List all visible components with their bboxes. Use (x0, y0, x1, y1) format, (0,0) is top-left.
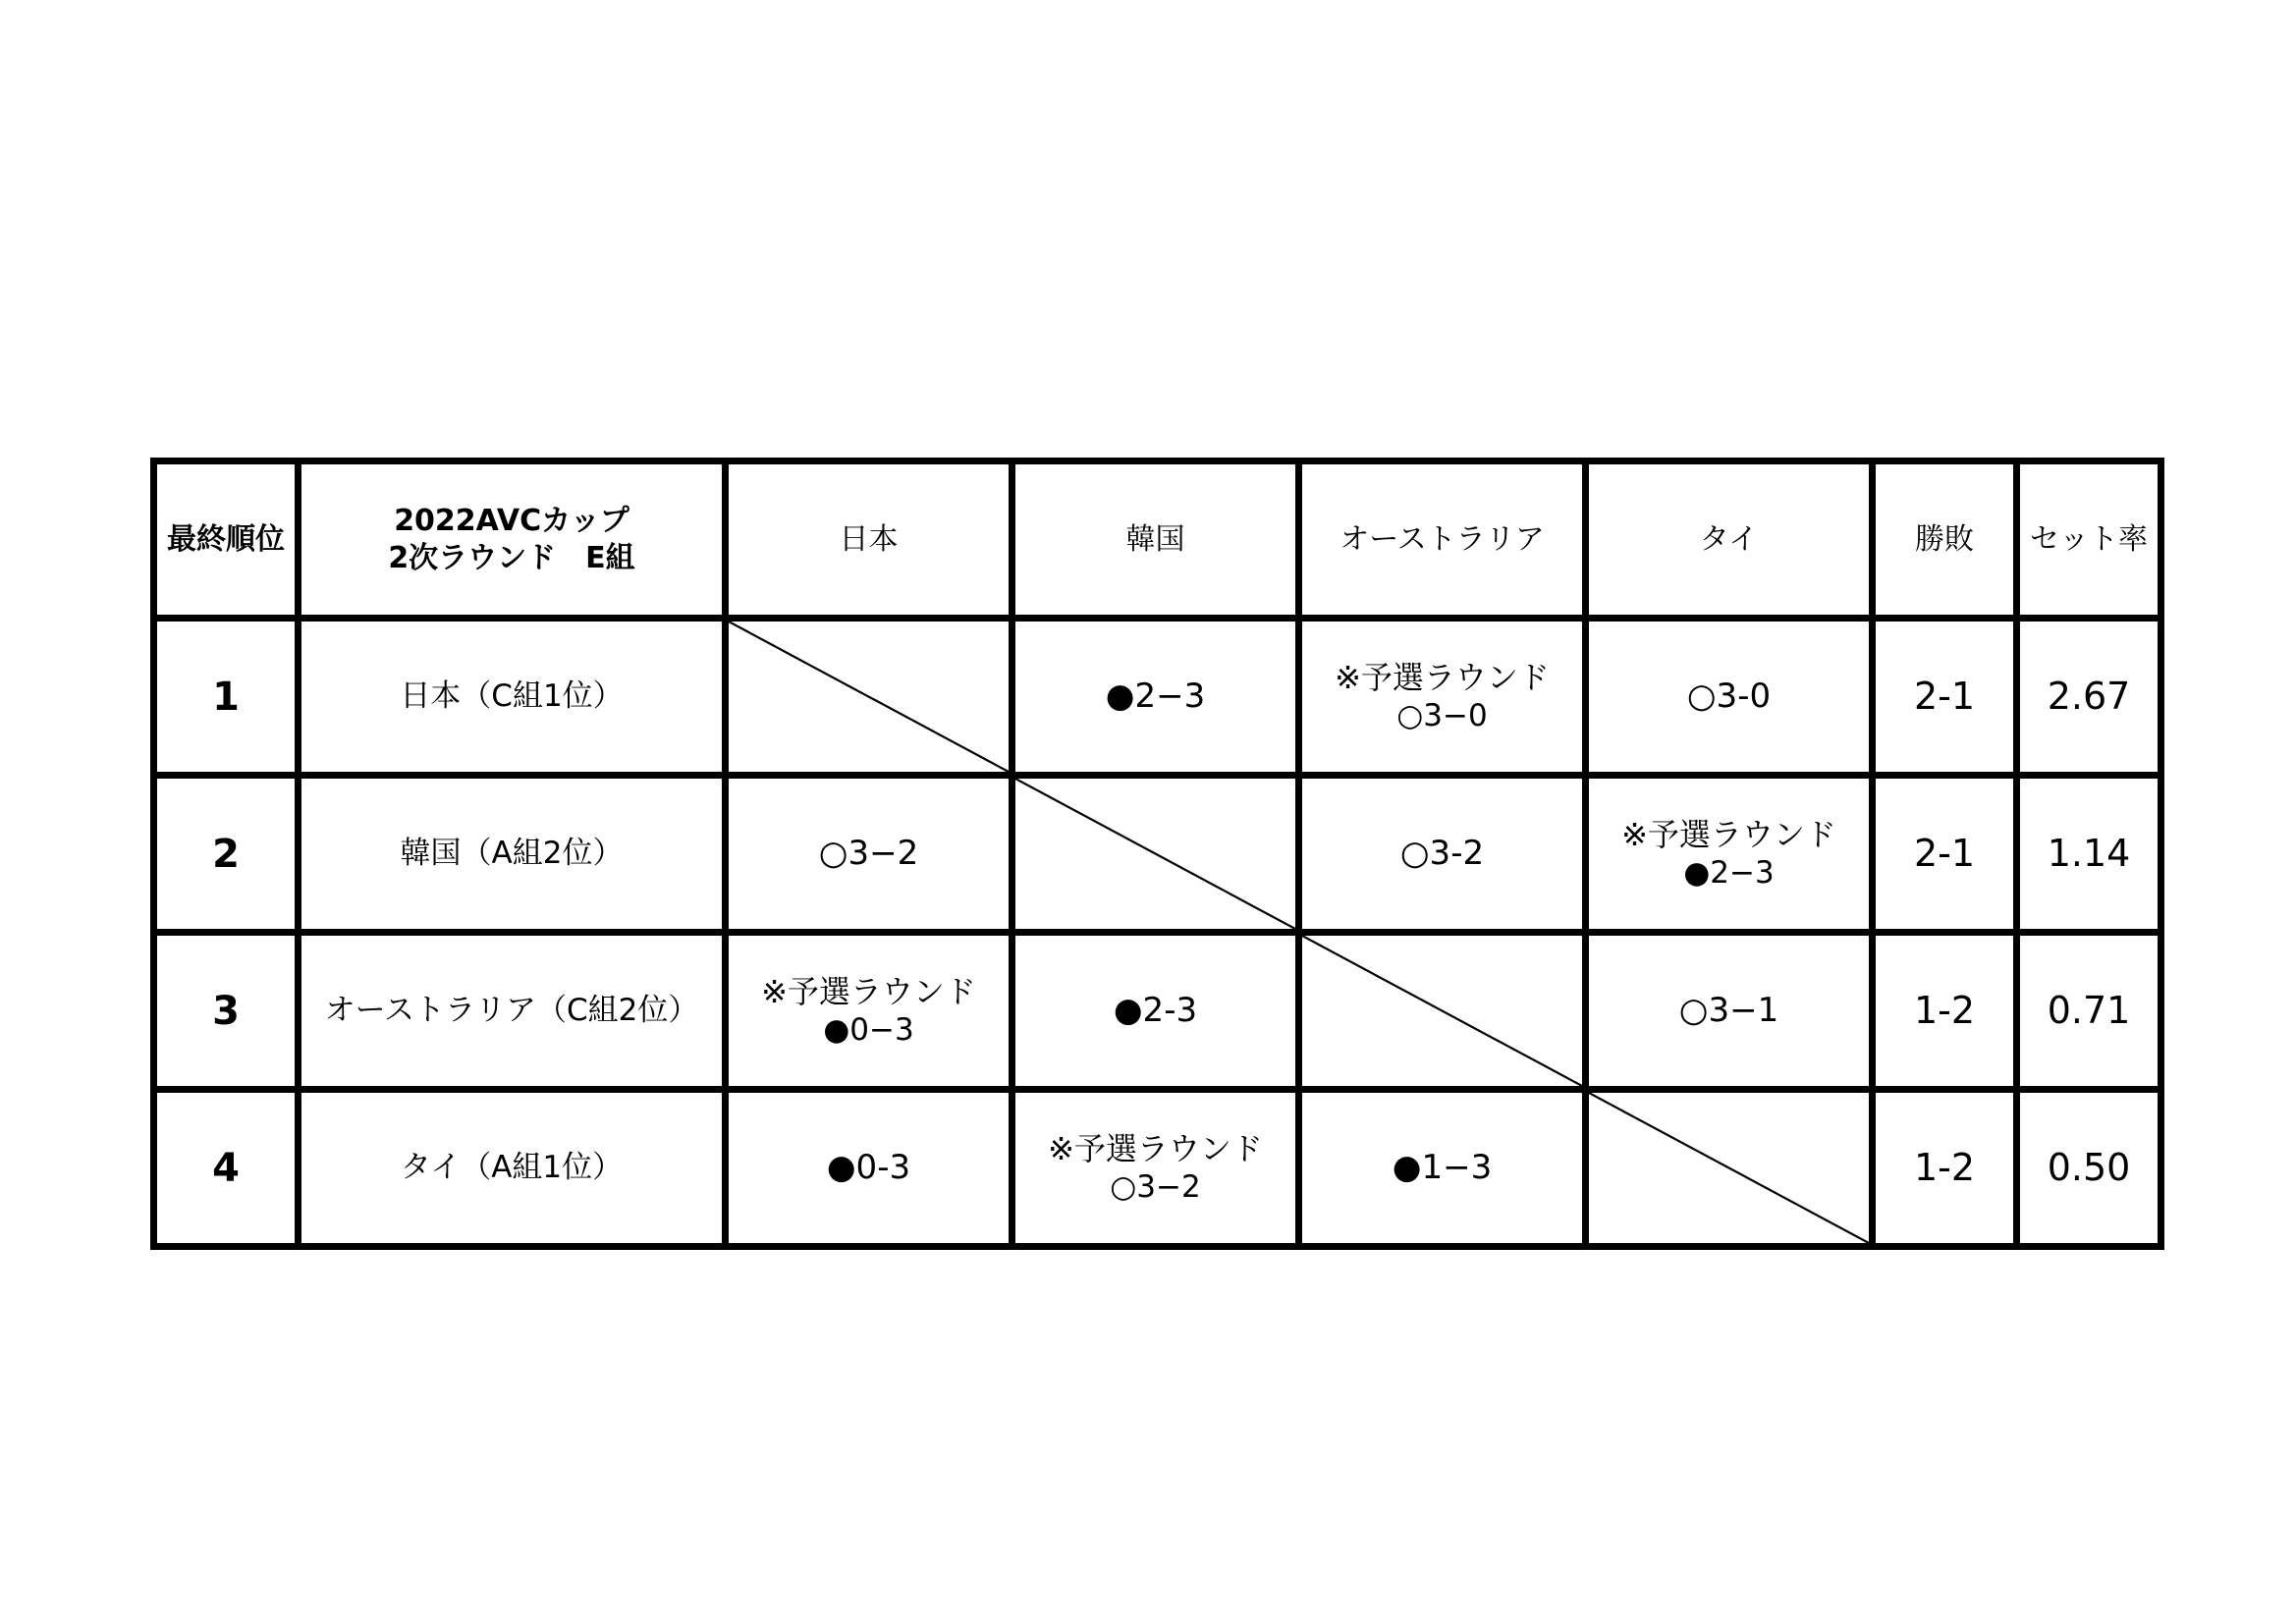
match-result-cell (1299, 776, 1586, 933)
match-result-line1: ※予選ラウンド (1335, 659, 1550, 697)
self-match-cell (1586, 1090, 1873, 1247)
win-loss-cell: 2-1 (1873, 776, 2017, 933)
match-result-cell (726, 933, 1012, 1090)
team-name-cell: 韓国（A組2位） (299, 776, 726, 933)
table-title (299, 461, 726, 619)
match-result-line1: ○3-2 (1399, 834, 1485, 874)
match-result-line1: ●0-3 (826, 1148, 911, 1188)
match-result-cell (1012, 1090, 1299, 1247)
match-result-cell (1012, 933, 1299, 1090)
match-result-line1: ○3−2 (818, 834, 919, 874)
table-row (154, 1090, 2161, 1247)
rank-cell: 2 (154, 776, 299, 933)
match-result-cell (726, 1090, 1012, 1247)
record-header: 勝敗 (1873, 461, 2017, 619)
header-row (154, 461, 2161, 619)
opponent-header-australia: オーストラリア (1299, 461, 1586, 619)
table-row (154, 933, 2161, 1090)
win-loss-cell: 1-2 (1873, 1090, 2017, 1247)
match-result-line1: ●2−3 (1105, 677, 1206, 717)
match-result-cell (1586, 619, 1873, 776)
self-match-cell (1299, 933, 1586, 1090)
rank-header: 最終順位 (154, 461, 299, 619)
match-result-line1: ※予選ラウンド (761, 973, 976, 1011)
match-result-line2: ○3−2 (1110, 1169, 1201, 1206)
match-result-line2: ●0−3 (823, 1012, 914, 1049)
diagonal-slash (1302, 936, 1582, 1086)
diagonal-slash (1589, 1093, 1869, 1243)
match-result-cell (1012, 619, 1299, 776)
rank-cell: 3 (154, 933, 299, 1090)
rank-cell: 4 (154, 1090, 299, 1247)
match-result-line1: ※予選ラウンド (1048, 1130, 1263, 1168)
match-result-cell (726, 776, 1012, 933)
team-name-cell: タイ（A組1位） (299, 1090, 726, 1247)
match-result-line1: ●1−3 (1392, 1148, 1493, 1188)
opponent-header-japan: 日本 (726, 461, 1012, 619)
set-ratio-cell: 0.71 (2017, 933, 2161, 1090)
table-title-line2: 2次ラウンド E組 (388, 540, 635, 575)
table-row (154, 619, 2161, 776)
self-match-cell (1012, 776, 1299, 933)
set-ratio-cell: 2.67 (2017, 619, 2161, 776)
win-loss-cell: 2-1 (1873, 619, 2017, 776)
match-result-line1: ※予選ラウンド (1621, 816, 1836, 854)
match-result-line1: ●2-3 (1113, 991, 1198, 1031)
match-result-cell (1586, 776, 1873, 933)
set-ratio-header: セット率 (2017, 461, 2161, 619)
win-loss-cell: 1-2 (1873, 933, 2017, 1090)
match-result-line1: ○3-0 (1686, 677, 1772, 717)
match-result-line1: ○3−1 (1678, 991, 1779, 1031)
set-ratio-cell: 0.50 (2017, 1090, 2161, 1247)
table-row (154, 776, 2161, 933)
team-name-cell: オーストラリア（C組2位） (299, 933, 726, 1090)
team-name-cell: 日本（C組1位） (299, 619, 726, 776)
opponent-header-korea: 韓国 (1012, 461, 1299, 619)
opponent-header-thailand: タイ (1586, 461, 1873, 619)
match-result-line2: ●2−3 (1683, 855, 1775, 892)
diagonal-slash (1015, 779, 1295, 929)
self-match-cell (726, 619, 1012, 776)
standings-table (150, 458, 2164, 1250)
match-result-line2: ○3−0 (1396, 698, 1488, 734)
set-ratio-cell: 1.14 (2017, 776, 2161, 933)
match-result-cell (1586, 933, 1873, 1090)
rank-cell: 1 (154, 619, 299, 776)
match-result-cell (1299, 619, 1586, 776)
table-title-line1: 2022AVCカップ (394, 504, 629, 538)
match-result-cell (1299, 1090, 1586, 1247)
diagonal-slash (729, 622, 1009, 772)
